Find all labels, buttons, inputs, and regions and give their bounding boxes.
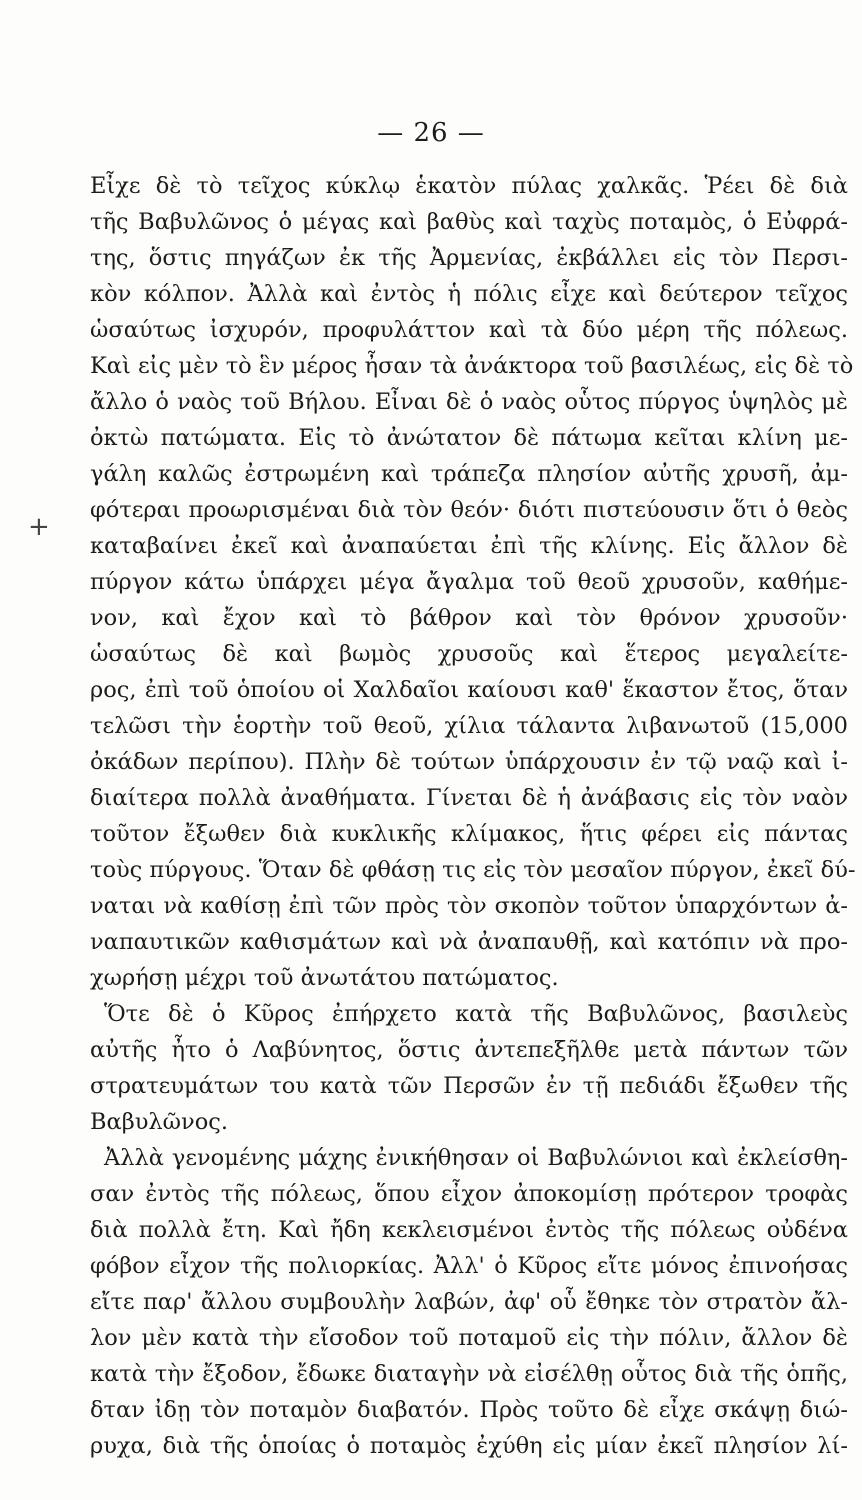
text-line: σαν ἐντὸς τῆς πόλεως, ὅπου εἶχον ἀποκομίσῃ πρότερον τροφὰς (90, 1181, 848, 1207)
body-text (90, 168, 856, 1464)
text-line: διὰ πολλὰ ἔτη. Καὶ ἤδη κεκλεισμένοι ἐντὸς τῆς πόλεως οὐδένα (90, 1217, 848, 1243)
text-line: ρος, ἐπὶ τοῦ ὁποίου οἱ Χαλδαῖοι καίουσι καθ' ἕκαστον ἔτος, ὅταν (90, 677, 848, 703)
text-line: νον, καὶ ἔχον καὶ τὸ βάθρον καὶ τὸν θρόνον χρυσοῦν· (90, 605, 848, 631)
text-line: Ὅτε δὲ ὁ Κῦρος ἐπήρχετο κατὰ τῆς Βαβυλῶνος, βασιλεὺς (104, 1001, 848, 1027)
text-line: τελῶσι τὴν ἑορτὴν τοῦ θεοῦ, χίλια τάλαντα λιβανωτοῦ (15,000 (90, 713, 848, 739)
text-line: καταβαίνει ἐκεῖ καὶ ἀναπαύεται ἐπὶ τῆς κλίνης. Εἰς ἄλλον δὲ (90, 533, 848, 559)
margin-mark: + (28, 512, 50, 542)
text-line: κατὰ τὴν ἔξοδον, ἔδωκε διαταγὴν νὰ εἰσέλθῃ οὗτος διὰ τῆς ὁπῆς, (90, 1361, 848, 1387)
text-line: ὀκάδων περίπου). Πλὴν δὲ τούτων ὑπάρχουσιν ἐν τῷ ναῷ καὶ ἰ- (90, 749, 848, 775)
text-line: ναπαυτικῶν καθισμάτων καὶ νὰ ἀναπαυθῇ, καὶ κατόπιν νὰ προ- (90, 929, 848, 955)
text-line: της, ὅστις πηγάζων ἐκ τῆς Ἀρμενίας, ἐκβάλλει εἰς τὸν Περσι- (90, 245, 848, 271)
text-line: Ἀλλὰ γενομένης μάχης ἐνικήθησαν οἱ Βαβυλώνιοι καὶ ἐκλείσθη- (104, 1145, 848, 1171)
text-line: τῆς Βαβυλῶνος ὁ μέγας καὶ βαθὺς καὶ ταχὺς ποταμὸς, ὁ Εὐφρά- (90, 209, 848, 235)
text-line: γάλη καλῶς ἐστρωμένη καὶ τράπεζα πλησίον αὐτῆς χρυσῆ, ἀμ- (90, 461, 848, 487)
text-line: λον μὲν κατὰ τὴν εἴσοδον τοῦ ποταμοῦ εἰς τὴν πόλιν, ἄλλον δὲ (90, 1325, 848, 1351)
text-line: ναται νὰ καθίσῃ ἐπὶ τῶν πρὸς τὸν σκοπὸν τοῦτον ὑπαρχόντων ἀ- (90, 893, 848, 919)
text-line: ὡσαύτως δὲ καὶ βωμὸς χρυσοῦς καὶ ἕτερος μεγαλείτε- (90, 641, 848, 667)
text-line: Βαβυλῶνος. (90, 1109, 228, 1135)
text-line: ὀκτὼ πατώματα. Εἰς τὸ ἀνώτατον δὲ πάτωμα κεῖται κλίνη με- (90, 425, 848, 451)
text-line: εἴτε παρ' ἄλλου συμβουλὴν λαβών, ἀφ' οὗ ἔθηκε τὸν στρατὸν ἄλ- (90, 1289, 848, 1315)
text-line: ρυχα, διὰ τῆς ὁποίας ὁ ποταμὸς ἐχύθη εἰς μίαν ἐκεῖ πλησίον λί- (90, 1433, 848, 1459)
text-line: κὸν κόλπον. Ἀλλὰ καὶ ἐντὸς ἡ πόλις εἶχε καὶ δεύτερον τεῖχος (90, 281, 848, 307)
text-line: Καὶ εἰς μὲν τὸ ἓν μέρος ἦσαν τὰ ἀνάκτορα τοῦ βασιλέως, εἰς δὲ τὸ (90, 353, 854, 379)
text-line: δταν ἰδῃ τὸν ποταμὸν διαβατόν. Πρὸς τοῦτο δὲ εἶχε σκάψῃ διώ- (90, 1397, 848, 1423)
text-line: φότεραι προωρισμέναι διὰ τὸν θεόν· διότι πιστεύουσιν ὅτι ὁ θεὸς (90, 497, 848, 523)
text-line: φόβον εἶχον τῆς πολιορκίας. Ἀλλ' ὁ Κῦρος εἴτε μόνος ἐπινοήσας (90, 1253, 848, 1279)
text-line: τοῦτον ἔξωθεν διὰ κυκλικῆς κλίμακος, ἥτις φέρει εἰς πάντας (90, 821, 848, 847)
text-line: διαίτερα πολλὰ ἀναθήματα. Γίνεται δὲ ἡ ἀνάβασις εἰς τὸν ναὸν (90, 785, 848, 811)
text-line: ὡσαύτως ἰσχυρόν, προφυλάττον καὶ τὰ δύο μέρη τῆς πόλεως. (90, 317, 848, 343)
text-line: πύργον κάτω ὑπάρχει μέγα ἄγαλμα τοῦ θεοῦ χρυσοῦν, καθήμε- (90, 569, 848, 595)
text-line: αὐτῆς ἦτο ὁ Λαβύνητος, ὅστις ἀντεπεξῆλθε μετὰ πάντων τῶν (90, 1037, 848, 1063)
text-line: στρατευμάτων του κατὰ τῶν Περσῶν ἐν τῇ πεδιάδι ἔξωθεν τῆς (90, 1073, 848, 1099)
text-line: ἄλλο ὁ ναὸς τοῦ Βήλου. Εἶναι δὲ ὁ ναὸς οὗτος πύργος ὑψηλὸς μὲ (90, 389, 848, 415)
text-line: Εἶχε δὲ τὸ τεῖχος κύκλῳ ἑκατὸν πύλας χαλκᾶς. Ῥέει δὲ διὰ (90, 173, 848, 199)
text-line: τοὺς πύργους. Ὅταν δὲ φθάσῃ τις εἰς τὸν μεσαῖον πύργον, ἐκεῖ δύ- (90, 857, 856, 883)
page-number: — 26 — (377, 118, 485, 148)
text-line: χωρήσῃ μέχρι τοῦ ἀνωτάτου πατώματος. (90, 965, 559, 991)
